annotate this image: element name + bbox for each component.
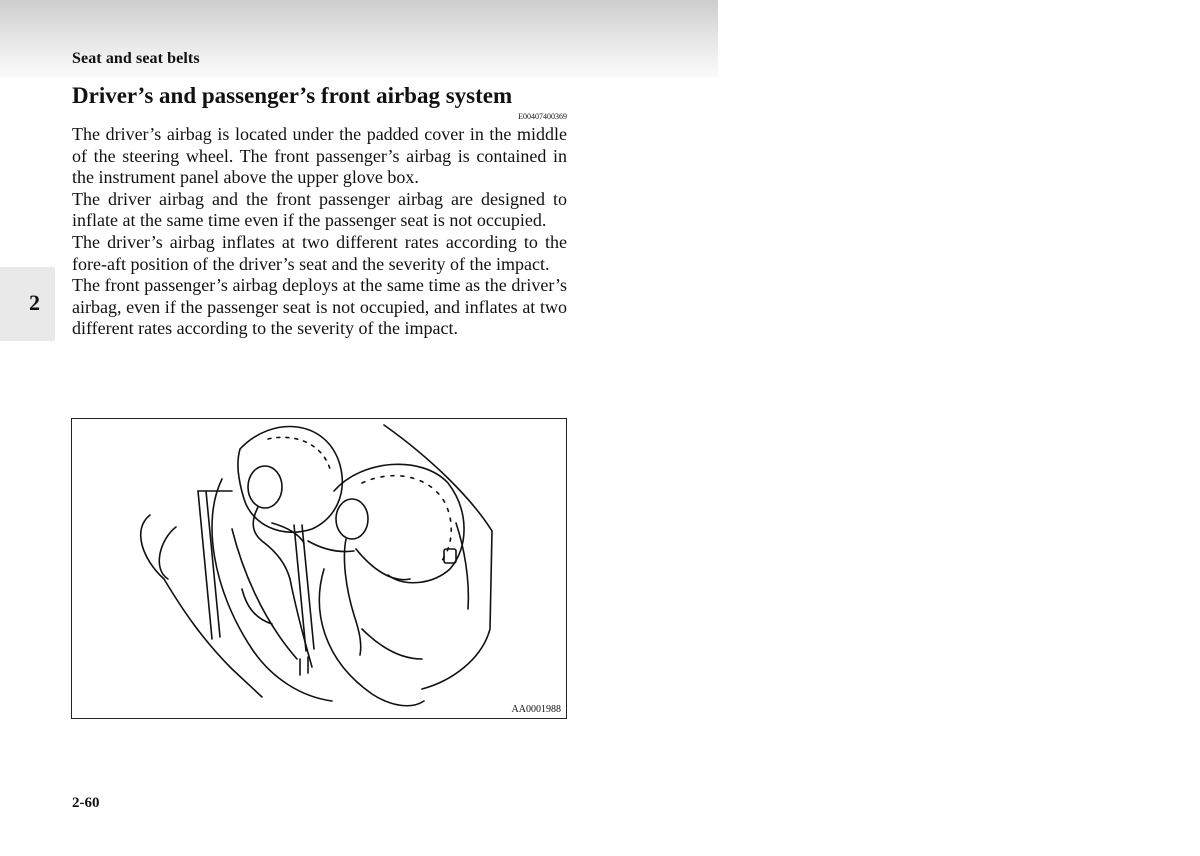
dashboard-edge <box>422 531 492 689</box>
windshield-line <box>384 425 492 531</box>
passenger-belt-lap <box>308 541 354 552</box>
passenger-body <box>344 539 360 655</box>
paragraph: The driver’s airbag is located under the padded cover in the middle of the steering wheel. The front passenger’s airbag is contained in the instrument panel above the upper glove box. <box>72 124 567 188</box>
page-number: 2-60 <box>72 795 100 811</box>
passenger-airbag-fold <box>362 476 451 563</box>
airbag-drawing <box>72 419 566 718</box>
driver-belt <box>198 491 212 639</box>
chapter-tab <box>0 267 55 341</box>
page-heading: Driver’s and passenger’s front airbag system <box>72 83 513 108</box>
passenger-seat-cushion <box>362 629 422 659</box>
driver-seat-seam <box>232 529 297 659</box>
belt-buckle <box>300 657 308 675</box>
airbag-illustration <box>71 418 567 719</box>
section-title: Seat and seat belts <box>72 50 200 67</box>
driver-airbag-fold <box>268 437 330 469</box>
rear-seat-inner <box>159 527 176 579</box>
chapter-number: 2 <box>29 290 40 315</box>
body-text <box>72 124 567 340</box>
driver-body <box>253 507 290 579</box>
figure-code: AA0001988 <box>511 704 561 715</box>
passenger-airbag <box>334 464 464 582</box>
vent-icon <box>444 549 456 563</box>
instrument-panel <box>456 523 468 609</box>
reference-code: E00407400369 <box>518 112 567 121</box>
passenger-head <box>336 499 368 539</box>
rear-seat <box>141 515 262 697</box>
paragraph: The front passenger’s airbag deploys at the same time as the driver’s airbag, even if the passenger seat is not occupied, and inflates at two different rates according to the severity of the impact. <box>72 275 567 339</box>
driver-head <box>248 466 282 508</box>
passenger-arm <box>356 549 410 580</box>
paragraph: The driver’s airbag inflates at two different rates according to the fore-aft position of the driver’s seat and the severity of the impact. <box>72 231 567 274</box>
paragraph: The driver airbag and the front passenger airbag are designed to inflate at the same time even if the passenger seat is not occupied. <box>72 188 567 231</box>
